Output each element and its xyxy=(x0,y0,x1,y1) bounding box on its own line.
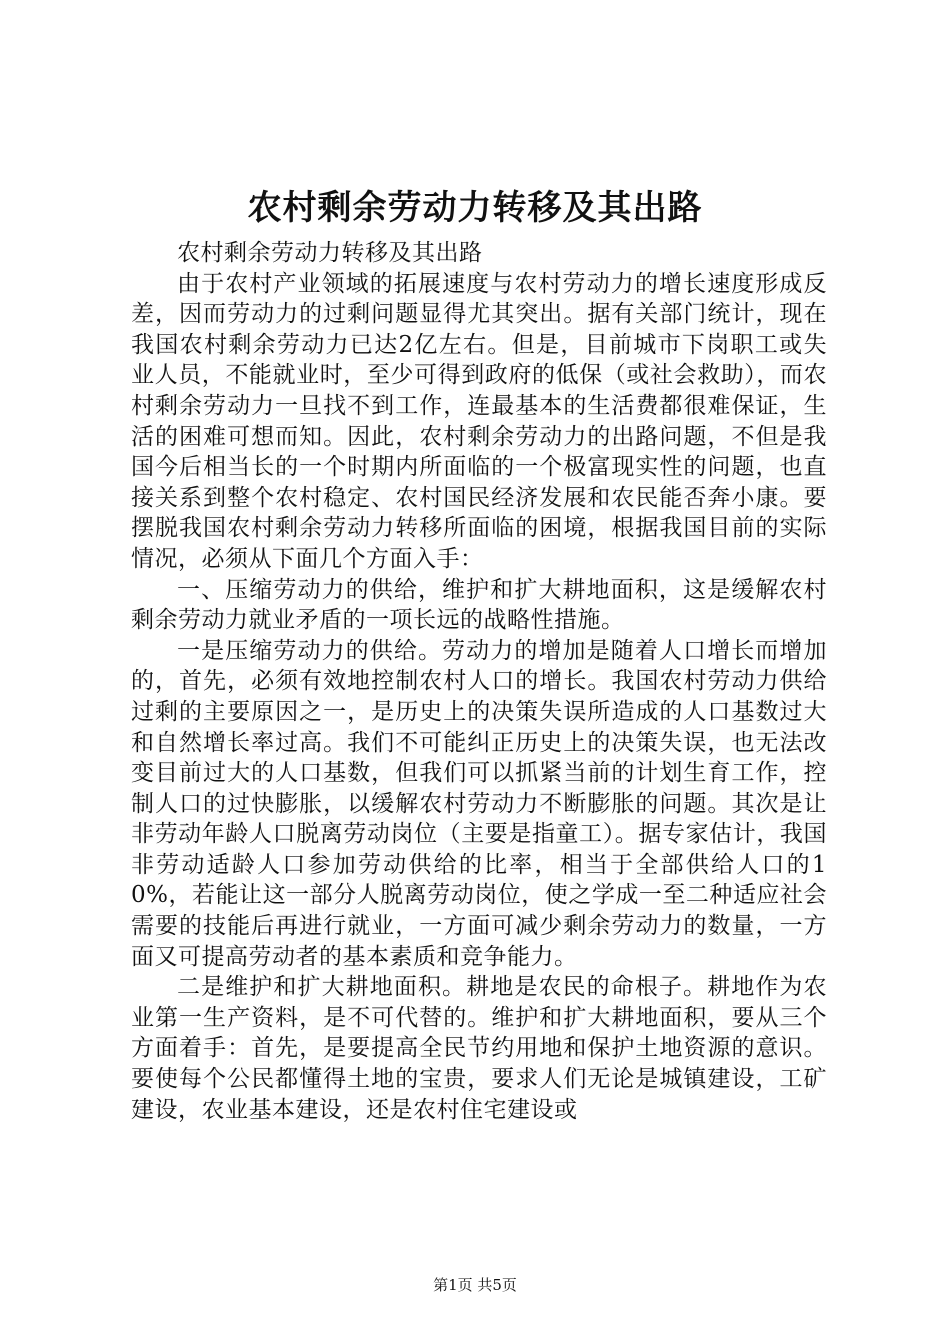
page-number-footer: 第1页 共5页 xyxy=(433,1276,517,1294)
paragraph: 农村剩余劳动力转移及其出路 xyxy=(177,240,483,266)
document-title: 农村剩余劳动力转移及其出路 xyxy=(247,188,703,228)
paragraph: 一是压缩劳动力的供给。劳动力的增加是随着人口增长而增加的，首先，必须有效地控制农村人口的增长。我国农村劳动力供给过剩的主要原因之一，是历史上的决策失误所造成的人口基数过大和自然增长率过高。我们不可能纠正历史上的决策失误，也无法改变目前过大的人口基数，但我们可以抓紧当前的计划生育工作，控制人口的过快膨胀，以缓解农村劳动力不断膨胀的问题。其次是让非劳动年龄人口脱离劳动岗位（主要是指童工）。据专家估计，我国非劳动适龄人口参加劳动供给的比率，相当于全部供给人口的10%，若能让这一部分人脱离劳动岗位，使之学成一至二种适应社会需要的技能后再进行就业，一方面可减少剩余劳动力的数量，一方面又可提高劳动者的基本素质和竞争能力。 xyxy=(131,637,827,970)
paragraph: 由于农村产业领域的拓展速度与农村劳动力的增长速度形成反差，因而劳动力的过剩问题显得尤其突出。据有关部门统计，现在我国农村剩余劳动力已达2亿左右。但是，目前城市下岗职工或失业人员，不能就业时，至少可得到政府的低保（或社会救助），而农村剩余劳动力一旦找不到工作，连最基本的生活费都很难保证，生活的困难可想而知。因此，农村剩余劳动力的出路问题，不但是我国今后相当长的一个时期内所面临的一个极富现实性的问题，也直接关系到整个农村稳定、农村国民经济发展和农民能否奔小康。要摆脱我国农村剩余劳动力转移所面临的困境，根据我国目前的实际情况，必须从下面几个方面入手： xyxy=(131,270,827,572)
paragraph: 一、压缩劳动力的供给，维护和扩大耕地面积，这是缓解农村剩余劳动力就业矛盾的一项长远的战略性措施。 xyxy=(131,576,827,634)
paragraph: 二是维护和扩大耕地面积。耕地是农民的命根子。耕地作为农业第一生产资料，是不可代替的。维护和扩大耕地面积，要从三个方面着手：首先，是要提高全民节约用地和保护土地资源的意识。要使每个公民都懂得土地的宝贵，要求人们无论是城镇建设，工矿建设，农业基本建设，还是农村住宅建设或 xyxy=(131,974,827,1123)
document-body xyxy=(131,238,827,1125)
